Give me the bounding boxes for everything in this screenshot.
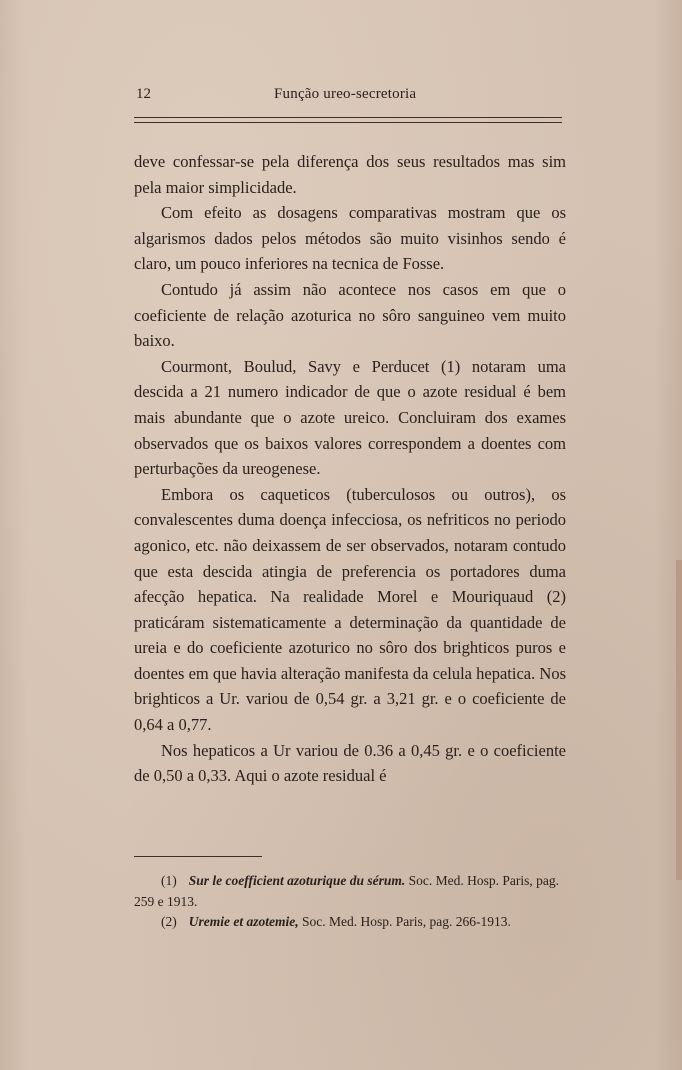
header-rule-bottom <box>134 122 562 123</box>
footnote-ref: (1) <box>161 873 177 888</box>
footnote-source: Soc. Med. Hosp. Paris, pag. 266-1913. <box>298 914 511 929</box>
page-number: 12 <box>136 86 151 102</box>
running-title: Função ureo-secretoria <box>274 86 417 102</box>
paragraph: Embora os caqueticos (tuberculosos ou outros), os convalescentes duma doença infecciosa, os nefriticos no periodo agonico, etc. não deixassem de ser observados, notaram contudo que esta descida atingia de preferencia os portadores duma afecção hepatica. Na realidade Morel e Mouriquaud (2) praticáram sistematicamente a determinação da quantidade de ureia e do coeficiente azoturico no sôro dos brighticos puros e doentes em que havia alteração manifesta da celula hepatica. Nos brighticos a Ur. variou de 0,54 gr. a 3,21 gr. e o coeficiente de 0,64 a 0,77. <box>134 484 566 735</box>
paragraph: Com efeito as dosagens comparativas mostram que os algarismos dados pelos métodos são muito visinhos sendo é claro, um pouco inferiores na tecnica de Fosse. <box>134 203 566 274</box>
footnote-source: Soc. Med. Hosp. Paris, pag. 259 e 1913. <box>134 873 560 909</box>
footnote-rule <box>134 856 262 857</box>
body-text <box>134 149 566 789</box>
paragraph: deve confessar-se pela diferença dos seus resultados mas sim pela maior simplicidade. <box>134 152 566 197</box>
footnote-title: Uremie et azotemie, <box>188 914 299 929</box>
paragraph: Courmont, Boulud, Savy e Perducet (1) notaram uma descida a 21 numero indicador de que o azote residual é bem mais abundante que o azote ureico. Concluiram dos exames observados que os baixos valores correspondem a doentes com perturbações da ureogenese. <box>134 356 566 479</box>
footnote <box>134 912 568 933</box>
paragraph: Nos hepaticos a Ur variou de 0.36 a 0,45 gr. e o coeficiente de 0,50 a 0,33. Aqui o azote residual é <box>134 740 566 786</box>
footnote-title: Sur le coefficient azoturique du sérum. <box>188 873 406 888</box>
footnote <box>134 871 568 912</box>
footnote-ref: (2) <box>161 914 177 929</box>
footnotes <box>134 871 568 933</box>
page-edge-shadow <box>676 560 682 880</box>
paragraph: Contudo já assim não acontece nos casos em que o coeficiente de relação azoturica no sôro sanguineo vem muito baixo. <box>134 279 566 351</box>
page-header <box>134 86 562 108</box>
header-rule-top <box>134 117 562 118</box>
